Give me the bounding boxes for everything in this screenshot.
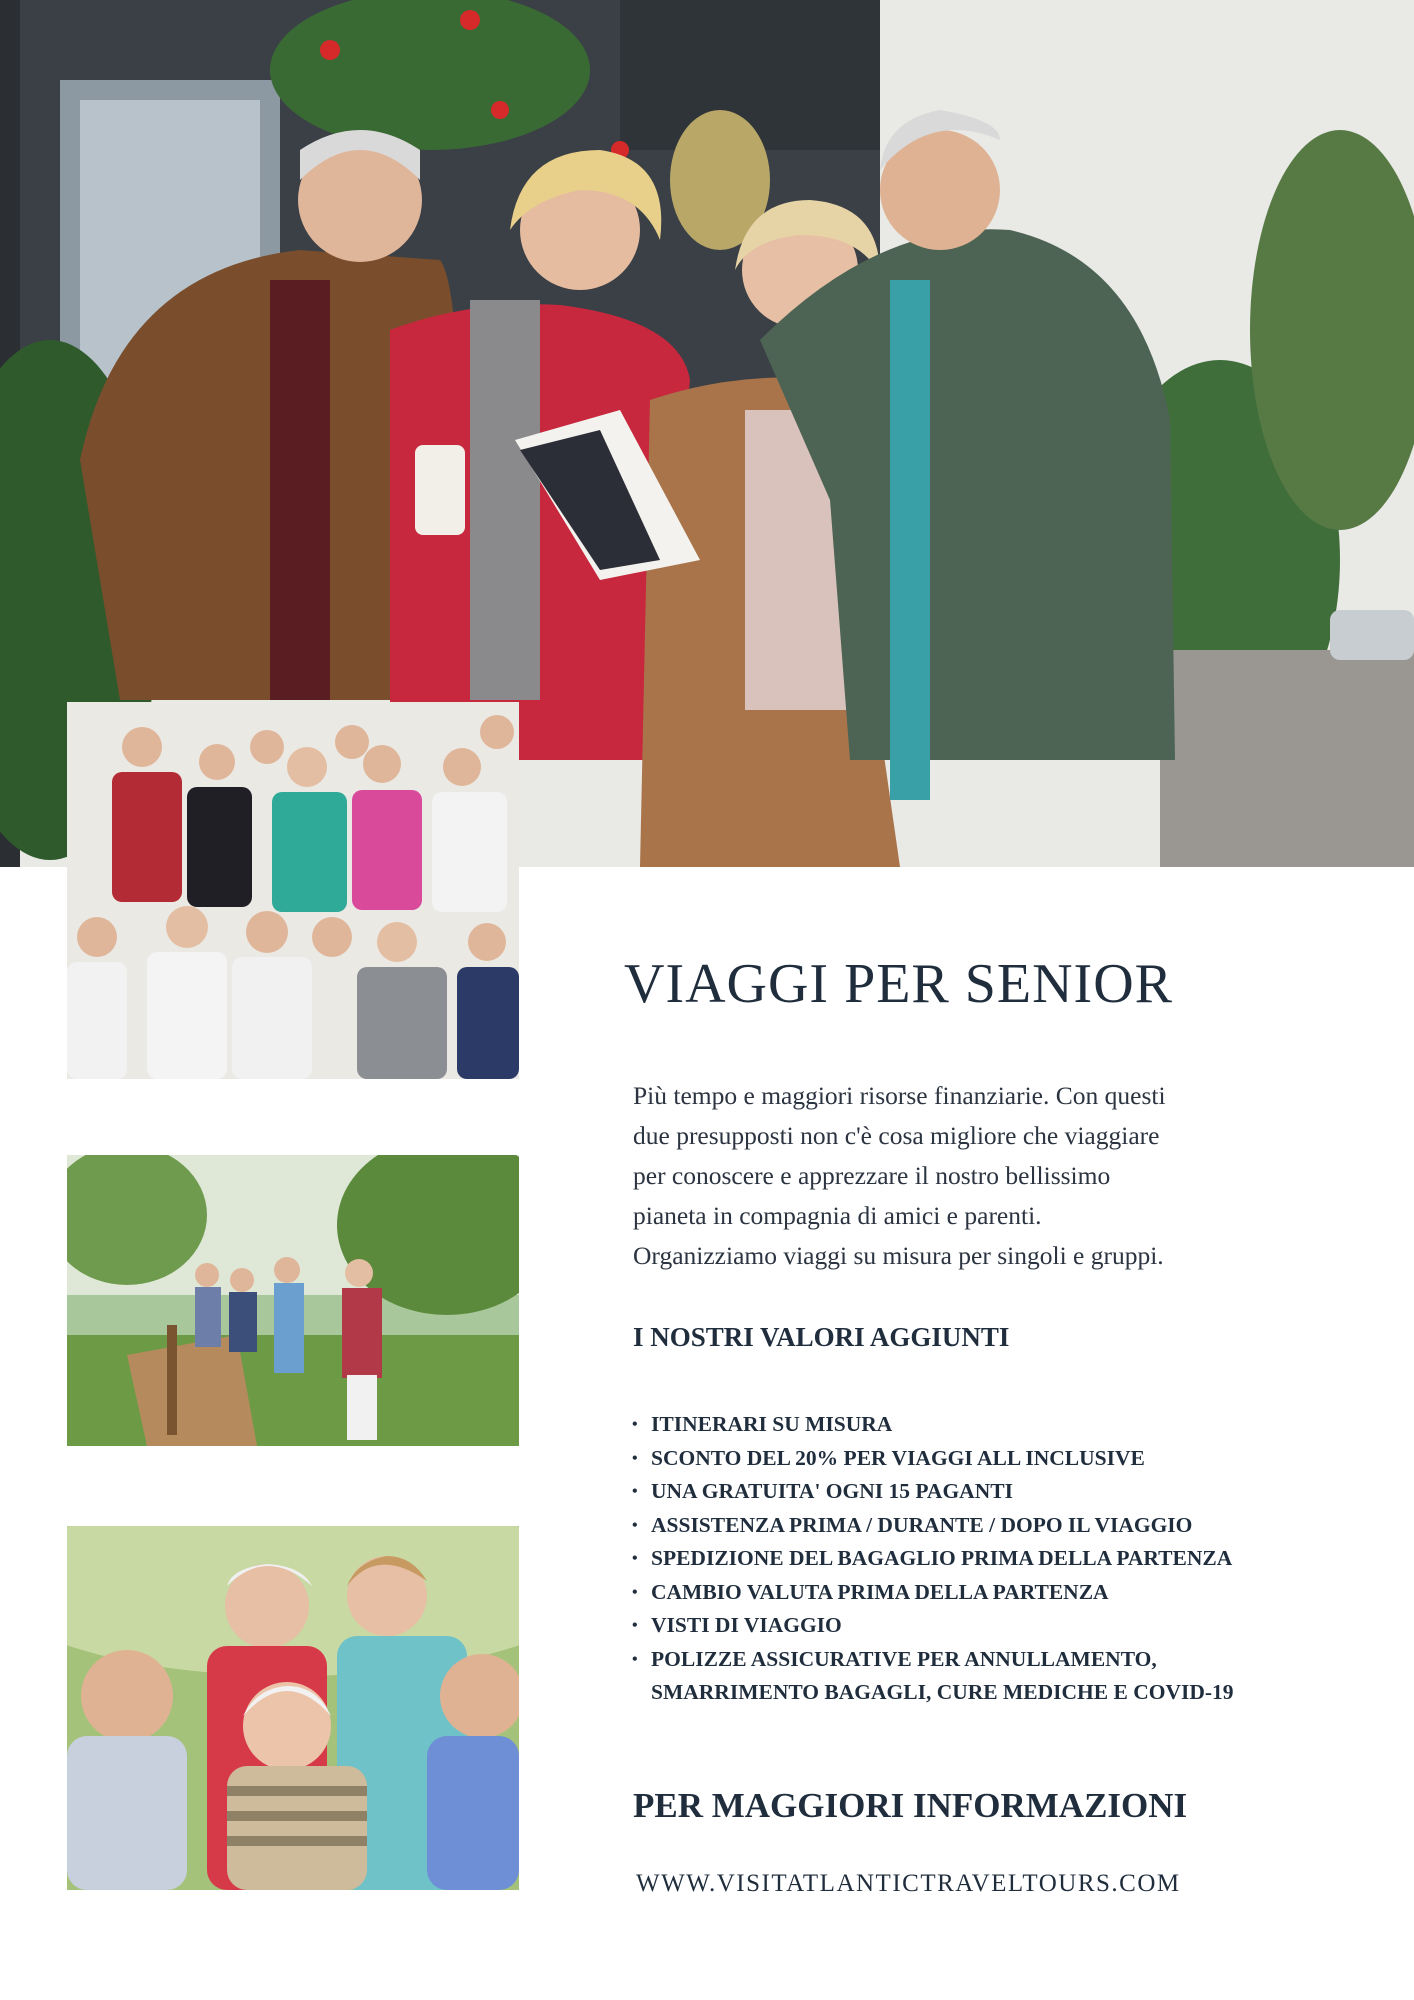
- list-item: [632, 1576, 1372, 1610]
- intro-line: per conoscere e apprezzare il nostro bellissimo: [633, 1161, 1111, 1190]
- list-item-label: ASSISTENZA PRIMA / DURANTE / DOPO IL VIAGGIO: [651, 1512, 1193, 1537]
- list-item: [632, 1475, 1372, 1509]
- list-item-label: UNA GRATUITA' OGNI 15 PAGANTI: [651, 1479, 1013, 1503]
- bullet-icon: •: [632, 1449, 638, 1467]
- list-item: [632, 1442, 1372, 1476]
- values-heading: I NOSTRI VALORI AGGIUNTI: [633, 1322, 1010, 1352]
- bullet-icon: •: [632, 1550, 638, 1567]
- intro-line: pianeta in compagnia di amici e parenti.: [633, 1201, 1042, 1230]
- photo-seniors-park: [67, 1155, 519, 1446]
- list-item: [632, 1509, 1372, 1543]
- bullet-icon: •: [632, 1650, 638, 1668]
- bullet-icon: •: [632, 1583, 638, 1601]
- bullet-icon: •: [632, 1483, 638, 1500]
- list-item-label: VISTI DI VIAGGIO: [651, 1613, 842, 1637]
- intro-line: Più tempo e maggiori risorse finanziarie. Con questi: [633, 1081, 1166, 1110]
- list-item-label: CAMBIO VALUTA PRIMA DELLA PARTENZA: [651, 1579, 1109, 1604]
- list-item-label: POLIZZE ASSICURATIVE PER ANNULLAMENTO, SMARRIMENTO BAGAGLI, CURE MEDICHE E COVID-19: [651, 1646, 1234, 1704]
- intro-line: due presupposti non c'è cosa migliore che viaggiare: [633, 1121, 1160, 1150]
- list-item-label: SCONTO DEL 20% PER VIAGGI ALL INCLUSIVE: [651, 1445, 1145, 1470]
- intro-line: Organizziamo viaggi su misura per singoli e gruppi.: [633, 1241, 1164, 1270]
- list-item: [632, 1609, 1372, 1643]
- intro-paragraph: [633, 1076, 1333, 1276]
- list-item: [632, 1542, 1372, 1576]
- page-title: VIAGGI PER SENIOR: [624, 953, 1173, 1015]
- list-item-label: SPEDIZIONE DEL BAGAGLIO PRIMA DELLA PARTENZA: [651, 1546, 1233, 1570]
- bullet-icon: •: [632, 1416, 638, 1433]
- list-item: [632, 1643, 1372, 1710]
- info-heading: PER MAGGIORI INFORMAZIONI: [633, 1786, 1188, 1825]
- list-item: [632, 1408, 1372, 1442]
- bullet-icon: •: [632, 1617, 638, 1634]
- photo-senior-group: [67, 702, 519, 1079]
- website-link[interactable]: WWW.VISITATLANTICTRAVELTOURS.COM: [636, 1870, 1181, 1897]
- values-list: [632, 1408, 1372, 1710]
- bullet-icon: •: [632, 1516, 638, 1534]
- list-item-label: ITINERARI SU MISURA: [651, 1412, 893, 1436]
- photo-seniors-closeup: [67, 1526, 519, 1890]
